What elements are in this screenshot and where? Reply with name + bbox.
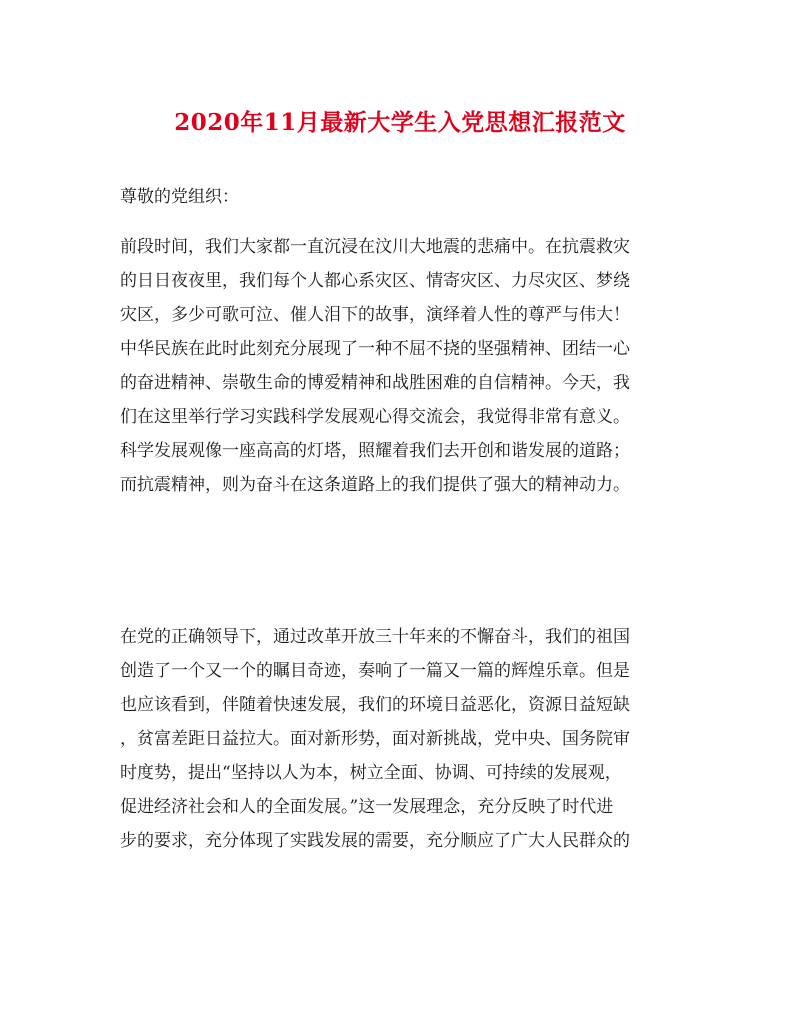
paragraph-line: 科学发展观像一座高高的灯塔，照耀着我们去开创和谐发展的道路；: [120, 441, 630, 461]
paragraph-line: 促进经济社会和人的全面发展。”这一发展理念，充分反映了时代进: [120, 797, 614, 817]
paragraph-line: 灾区，多少可歌可泣、催人泪下的故事，演绎着人性的尊严与伟大！: [120, 305, 630, 325]
paragraph-line: 也应该看到，伴随着快速发展，我们的环境日益恶化，资源日益短缺: [120, 695, 630, 715]
paragraph-line: 前段时间，我们大家都一直沉浸在汶川大地震的悲痛中。在抗震救灾: [120, 237, 630, 257]
paragraph-2: [120, 620, 690, 858]
salutation: 尊敬的党组织：: [120, 187, 239, 207]
paragraph-line: 创造了一个又一个的瞩目奇迹，奏响了一篇又一篇的辉煌乐章。但是: [120, 661, 630, 681]
paragraph-line: ，贫富差距日益拉大。面对新形势，面对新挑战，党中央、国务院审: [120, 729, 630, 749]
document-title: 2020年11月最新大学生入党思想汇报范文: [174, 109, 626, 136]
paragraph-1: [120, 230, 690, 502]
paragraph-line: 而抗震精神，则为奋斗在这条道路上的我们提供了强大的精神动力。: [120, 475, 630, 495]
paragraph-line: 中华民族在此时此刻充分展现了一种不屈不挠的坚强精神、团结一心: [120, 339, 630, 359]
paragraph-line: 步的要求，充分体现了实践发展的需要，充分顺应了广大人民群众的: [120, 831, 630, 851]
paragraph-line: 的日日夜夜里，我们每个人都心系灾区、情寄灾区、力尽灾区、梦绕: [120, 271, 630, 291]
paragraph-line: 时度势，提出“坚持以人为本，树立全面、协调、可持续的发展观，: [120, 763, 622, 783]
paragraph-line: 们在这里举行学习实践科学发展观心得交流会，我觉得非常有意义。: [120, 407, 630, 427]
paragraph-line: 的奋进精神、崇敬生命的博爱精神和战胜困难的自信精神。今天，我: [120, 373, 630, 393]
paragraph-line: 在党的正确领导下，通过改革开放三十年来的不懈奋斗，我们的祖国: [120, 627, 630, 647]
